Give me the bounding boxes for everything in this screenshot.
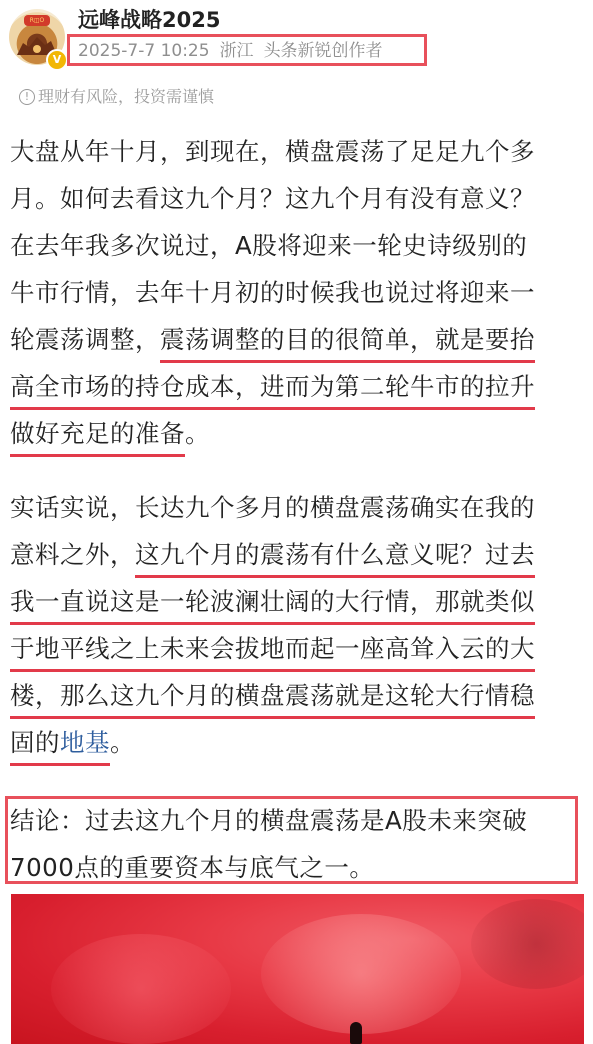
text-line: 实话实说，长达九个多月的横盘震荡确实在我的 <box>10 493 535 522</box>
text-segment: 意料之外， <box>10 540 135 569</box>
info-icon: ! <box>19 89 35 105</box>
post-location: 浙江 <box>219 41 254 61</box>
text-segment: 固的 <box>10 728 60 757</box>
author-tag: 头条新锐创作者 <box>263 41 383 61</box>
text-segment: 。 <box>185 419 210 448</box>
text-line: 在去年我多次说过，A股将迎来一轮史诗级别的 <box>10 231 528 260</box>
risk-notice <box>19 86 214 108</box>
text-line <box>10 625 585 672</box>
image-shadow <box>471 899 584 989</box>
underlined-text <box>10 723 110 766</box>
text-line <box>10 363 585 410</box>
underlined-text: 这九个月的震荡有什么意义呢？过去 <box>135 535 535 578</box>
text-line <box>10 719 585 766</box>
underlined-text: 做好充足的准备 <box>10 414 185 457</box>
text-line: 7000点的重要资本与底气之一。 <box>10 853 375 882</box>
keyword-link[interactable]: 地基 <box>60 728 110 757</box>
image-mist <box>261 914 461 1034</box>
image-mist <box>51 934 231 1044</box>
text-line: 大盘从年十月，到现在，横盘震荡了足足九个多 <box>10 137 535 166</box>
author-name[interactable]: 远峰战略2025 <box>78 8 221 32</box>
conclusion-paragraph <box>10 797 585 891</box>
post-header <box>0 0 593 80</box>
text-line <box>10 578 585 625</box>
article-paragraph-1 <box>10 128 585 457</box>
text-line: 结论：过去这九个月的横盘震荡是A股未来突破 <box>10 806 528 835</box>
text-segment: 轮震荡调整， <box>10 325 160 354</box>
post-meta <box>78 40 393 62</box>
article-image[interactable] <box>11 894 584 1044</box>
text-line: 牛市行情，去年十月初的时候我也说过将迎来一 <box>10 278 535 307</box>
text-segment: 。 <box>110 728 135 757</box>
text-line: 月。如何去看这九个月？这九个月有没有意义？ <box>10 184 535 213</box>
underlined-text: 震荡调整的目的很简单，就是要抬 <box>160 320 535 363</box>
verified-badge-icon: V <box>46 49 68 71</box>
article-paragraph-2 <box>10 484 585 766</box>
text-line <box>10 410 585 457</box>
avatar-plaque: R◫O <box>24 15 50 26</box>
text-line <box>10 672 585 719</box>
meta-highlight-box <box>67 34 427 66</box>
text-line <box>10 531 585 578</box>
risk-notice-text: 理财有风险，投资需谨慎 <box>38 87 215 106</box>
underlined-text: 高全市场的持仓成本，进而为第二轮牛市的拉升 <box>10 367 535 410</box>
underlined-text: 楼，那么这九个月的横盘震荡就是这轮大行情稳 <box>10 676 535 719</box>
text-line <box>10 316 585 363</box>
post-datetime: 2025-7-7 10:25 <box>78 41 210 61</box>
image-figure <box>350 1022 362 1044</box>
underlined-text: 于地平线之上未来会拔地而起一座高耸入云的大 <box>10 629 535 672</box>
underlined-text: 我一直说这是一轮波澜壮阔的大行情，那就类似 <box>10 582 535 625</box>
